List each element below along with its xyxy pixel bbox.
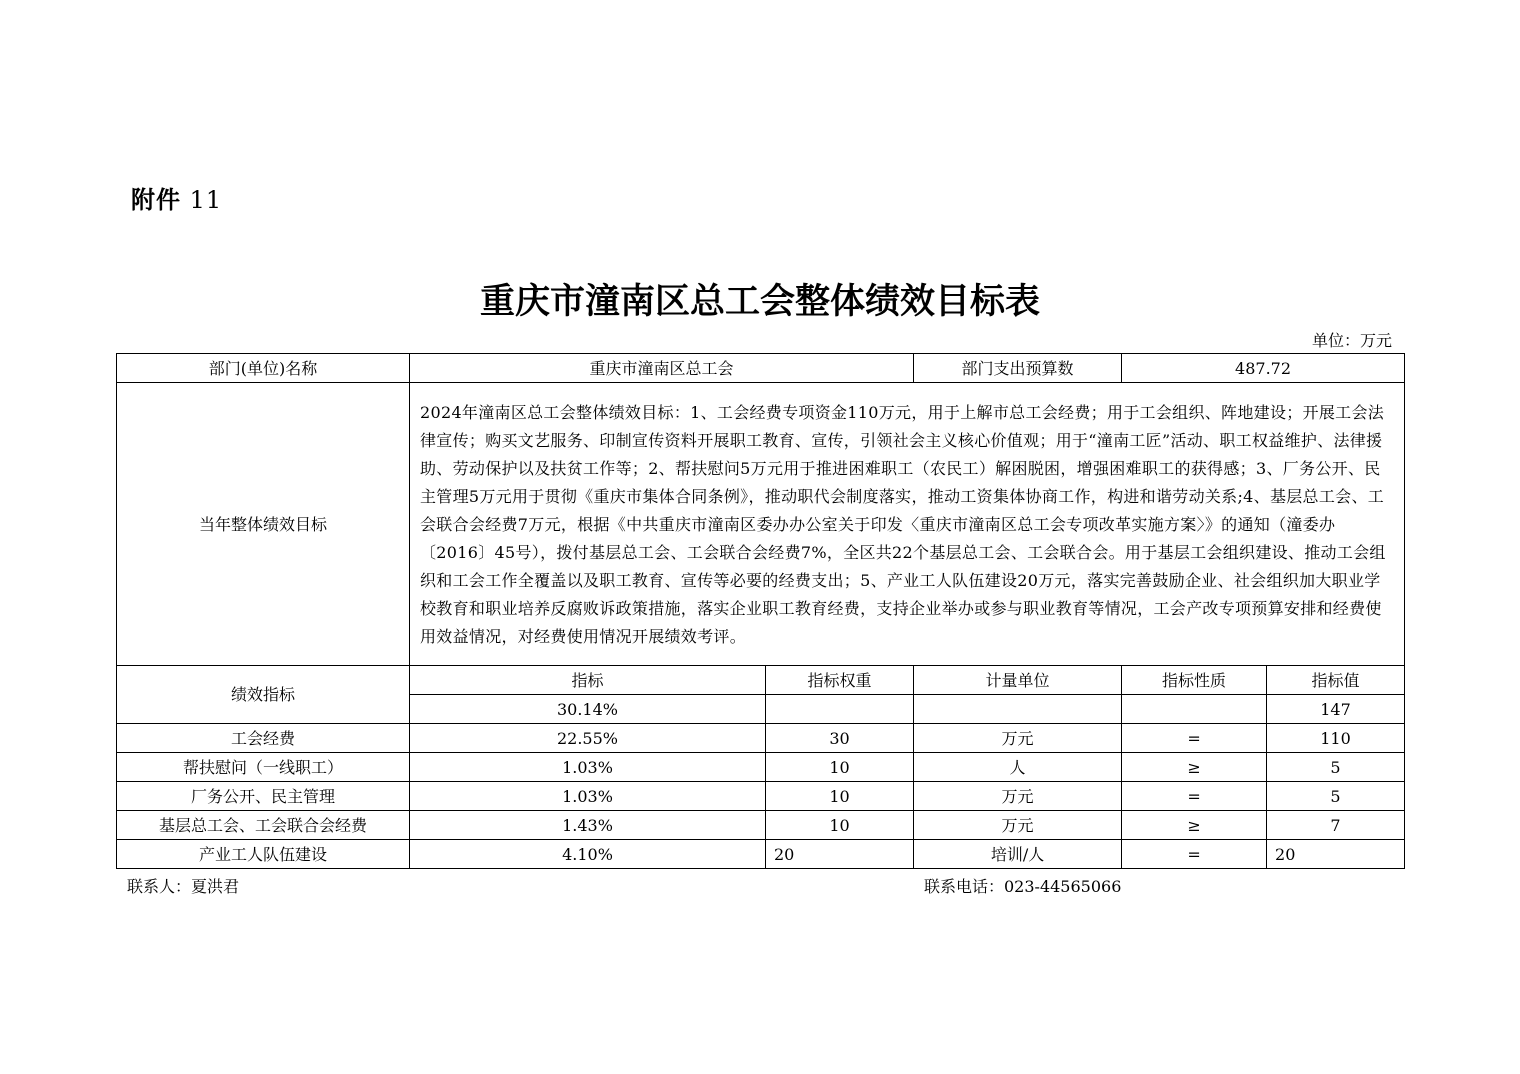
row-unit: 万元 — [914, 811, 1122, 840]
row-nature: = — [1122, 724, 1267, 753]
row-weight: 10 — [766, 811, 914, 840]
row-indicator: 22.55% — [410, 724, 766, 753]
goal-row — [117, 383, 1405, 666]
header-nature: 指标性质 — [1122, 666, 1267, 695]
row-value: 20 — [1267, 840, 1405, 869]
attachment-label — [131, 180, 222, 215]
table-row — [117, 753, 1405, 782]
row-value: 7 — [1267, 811, 1405, 840]
perf-label: 绩效指标 — [117, 666, 410, 724]
row-indicator: 4.10% — [410, 840, 766, 869]
row-name: 工会经费 — [117, 724, 410, 753]
row-nature: ≥ — [1122, 811, 1267, 840]
attachment-word: 附件 — [131, 186, 181, 214]
row-nature: = — [1122, 840, 1267, 869]
row-indicator: 1.03% — [410, 782, 766, 811]
dept-row — [117, 354, 1405, 383]
header-value: 指标值 — [1267, 666, 1405, 695]
table-row — [117, 840, 1405, 869]
row-value: 5 — [1267, 753, 1405, 782]
header-unit: 计量单位 — [914, 666, 1122, 695]
row-weight: 10 — [766, 782, 914, 811]
row-indicator: 1.43% — [410, 811, 766, 840]
summary-weight — [766, 695, 914, 724]
header-weight: 指标权重 — [766, 666, 914, 695]
row-unit: 万元 — [914, 724, 1122, 753]
row-name: 帮扶慰问（一线职工） — [117, 753, 410, 782]
row-name: 基层总工会、工会联合会经费 — [117, 811, 410, 840]
dept-name-value: 重庆市潼南区总工会 — [410, 354, 914, 383]
goal-label: 当年整体绩效目标 — [117, 383, 410, 666]
row-weight: 20 — [766, 840, 914, 869]
row-name: 产业工人队伍建设 — [117, 840, 410, 869]
summary-unit — [914, 695, 1122, 724]
row-value: 110 — [1267, 724, 1405, 753]
page-title: 重庆市潼南区总工会整体绩效目标表 — [479, 281, 1040, 322]
summary-value: 147 — [1267, 695, 1405, 724]
attachment-number: 11 — [189, 186, 223, 214]
unit-label: 单位：万元 — [1311, 331, 1392, 350]
header-row — [117, 666, 1405, 695]
dept-name-label: 部门(单位)名称 — [117, 354, 410, 383]
row-indicator: 1.03% — [410, 753, 766, 782]
row-nature: = — [1122, 782, 1267, 811]
row-unit: 培训/人 — [914, 840, 1122, 869]
budget-label: 部门支出预算数 — [914, 354, 1122, 383]
row-unit: 人 — [914, 753, 1122, 782]
row-name: 厂务公开、民主管理 — [117, 782, 410, 811]
goal-text: 2024年潼南区总工会整体绩效目标：1、工会经费专项资金110万元，用于上解市总工会经费；用于工会组织、阵地建设；开展工会法律宣传；购买文艺服务、印制宣传资料开展职工教育、宣传，引领社会主义核心价值观；用于“潼南工匠”活动、职工权益维护、法律援助、劳动保护以及扶贫工作等；2、帮扶慰问5万元用于推进困难职工（农民工）解困脱困，增强困难职工的获得感；3、厂务公开、民主管理5万元用于贯彻《重庆市集体合同条例》，推动职代会制度落实，推动工资集体协商工作，构进和谐劳动关系;4、基层总工会、工会联合会经费7万元，根据《中共重庆市潼南区委办办公室关于印发〈重庆市潼南区总工会专项改革实施方案〉》的通知（潼委办〔2016〕45号），拨付基层总工会、工会联合会经费7%，全区共22个基层总工会、工会联合会。用于基层工会组织建设、推动工会组织和工会工作全覆盖以及职工教育、宣传等必要的经费支出；5、产业工人队伍建设20万元，落实完善鼓励企业、社会组织加大职业学校教育和职业培养反腐败诉政策措施，落实企业职工教育经费，支持企业举办或参与职业教育等情况，工会产改专项预算安排和经费使用效益情况，对经费使用情况开展绩效考评。 — [410, 383, 1405, 666]
table-row — [117, 724, 1405, 753]
contact-person: 联系人：夏洪君 — [127, 877, 240, 896]
budget-value: 487.72 — [1122, 354, 1405, 383]
summary-indicator: 30.14% — [410, 695, 766, 724]
row-unit: 万元 — [914, 782, 1122, 811]
row-nature: ≥ — [1122, 753, 1267, 782]
header-indicator: 指标 — [410, 666, 766, 695]
table-row — [117, 782, 1405, 811]
row-weight: 30 — [766, 724, 914, 753]
table-row — [117, 811, 1405, 840]
contact-phone: 联系电话：023-44565066 — [924, 877, 1122, 896]
summary-nature — [1122, 695, 1267, 724]
row-weight: 10 — [766, 753, 914, 782]
performance-table — [116, 353, 1405, 869]
row-value: 5 — [1267, 782, 1405, 811]
